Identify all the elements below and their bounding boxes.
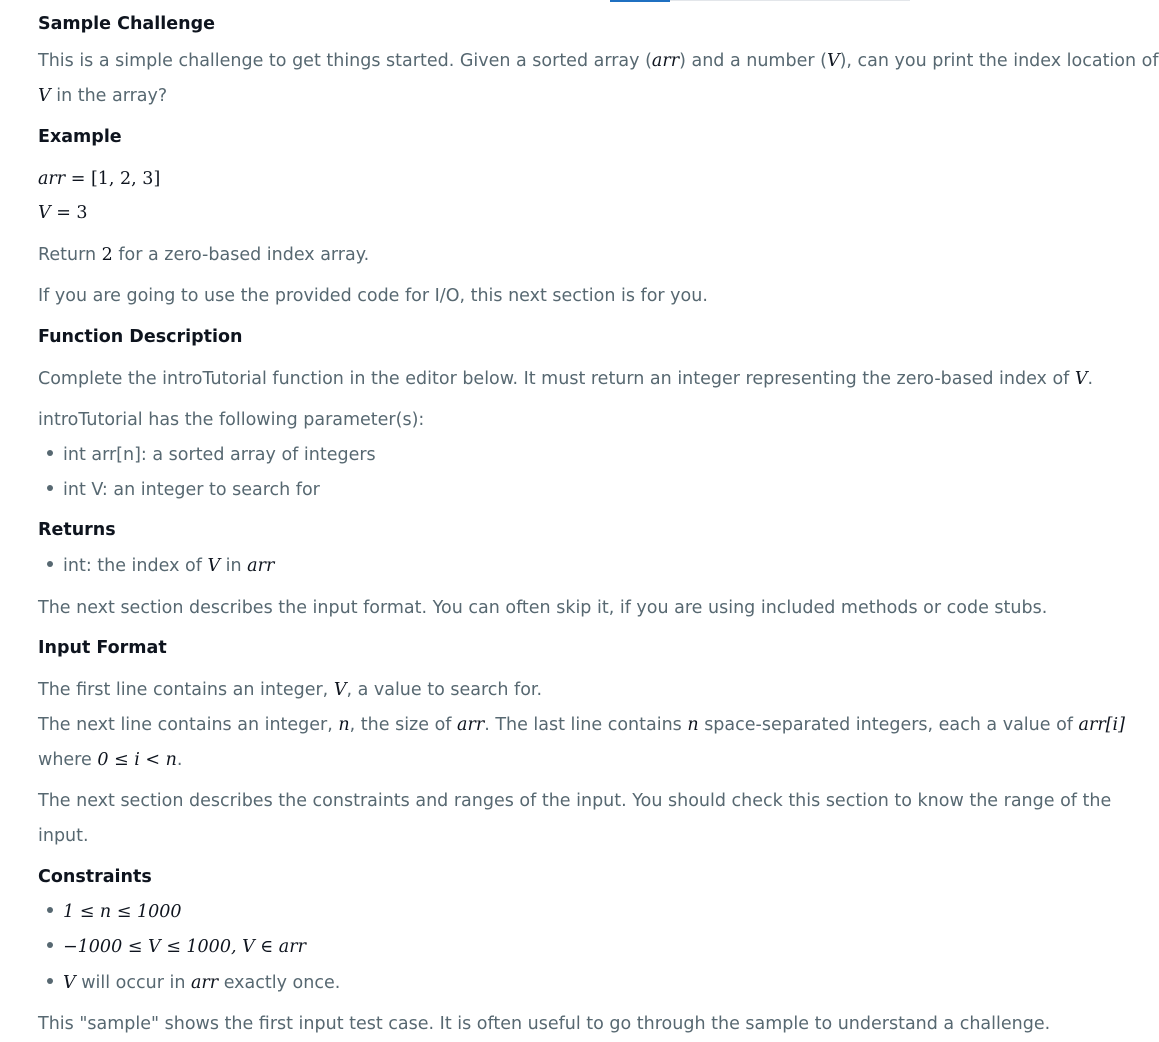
example-return: Return 2 for a zero-based index array. — [38, 245, 370, 265]
tab-underline — [610, 0, 910, 1]
function-description-text: Complete the introTutorial function in the editor below. It must return an integer representing the zero-based index of V. — [38, 369, 1094, 389]
input-format-line-1: The first line contains an integer, V, a value to search for. — [38, 680, 543, 700]
constraints-note-line-2: input. — [38, 826, 89, 846]
bullet-icon — [47, 485, 53, 491]
bullet-icon — [47, 978, 53, 984]
page-title: Sample Challenge — [38, 14, 215, 34]
bullet-icon — [47, 561, 53, 567]
constraints-note-line-1: The next section describes the constraints and ranges of the input. You should check this section to know the range of the — [38, 791, 1112, 811]
list-item: V will occur in arr exactly once. — [38, 966, 340, 1001]
example-heading: Example — [38, 127, 122, 147]
bullet-icon — [47, 942, 53, 948]
example-arr: arr = [1, 2, 3] — [38, 169, 161, 189]
function-description-heading: Function Description — [38, 327, 243, 347]
constraints-heading: Constraints — [38, 867, 152, 887]
list-item: −1000 ≤ V ≤ 1000, V ∈ arr — [38, 930, 306, 965]
bullet-icon — [47, 450, 53, 456]
input-format-line-2: The next line contains an integer, n, the size of arr. The last line contains n space-separated integers, each a value of arr[i] — [38, 715, 1125, 735]
list-item: int arr[n]: a sorted array of integers — [38, 438, 376, 473]
sample-note: This "sample" shows the first input test case. It is often useful to go through the sample to understand a challenge. — [38, 1014, 1051, 1034]
input-note: The next section describes the input format. You can often skip it, if you are using included methods or code stubs. — [38, 598, 1048, 618]
list-item: int V: an integer to search for — [38, 473, 320, 508]
input-format-line-3: where 0 ≤ i < n. — [38, 750, 183, 770]
input-format-heading: Input Format — [38, 638, 167, 658]
example-v: V = 3 — [38, 203, 88, 223]
intro-line-1: This is a simple challenge to get things started. Given a sorted array (arr) and a number (V), can you print the index location of — [38, 51, 1159, 71]
intro-line-2: V in the array? — [38, 86, 168, 106]
bullet-icon — [47, 907, 53, 913]
list-item: 1 ≤ n ≤ 1000 — [38, 895, 182, 930]
params-intro: introTutorial has the following parameter(s): — [38, 410, 425, 430]
returns-heading: Returns — [38, 520, 116, 540]
list-item: int: the index of V in arr — [38, 549, 274, 584]
io-note: If you are going to use the provided code for I/O, this next section is for you. — [38, 286, 708, 306]
active-tab-indicator — [610, 0, 670, 2]
